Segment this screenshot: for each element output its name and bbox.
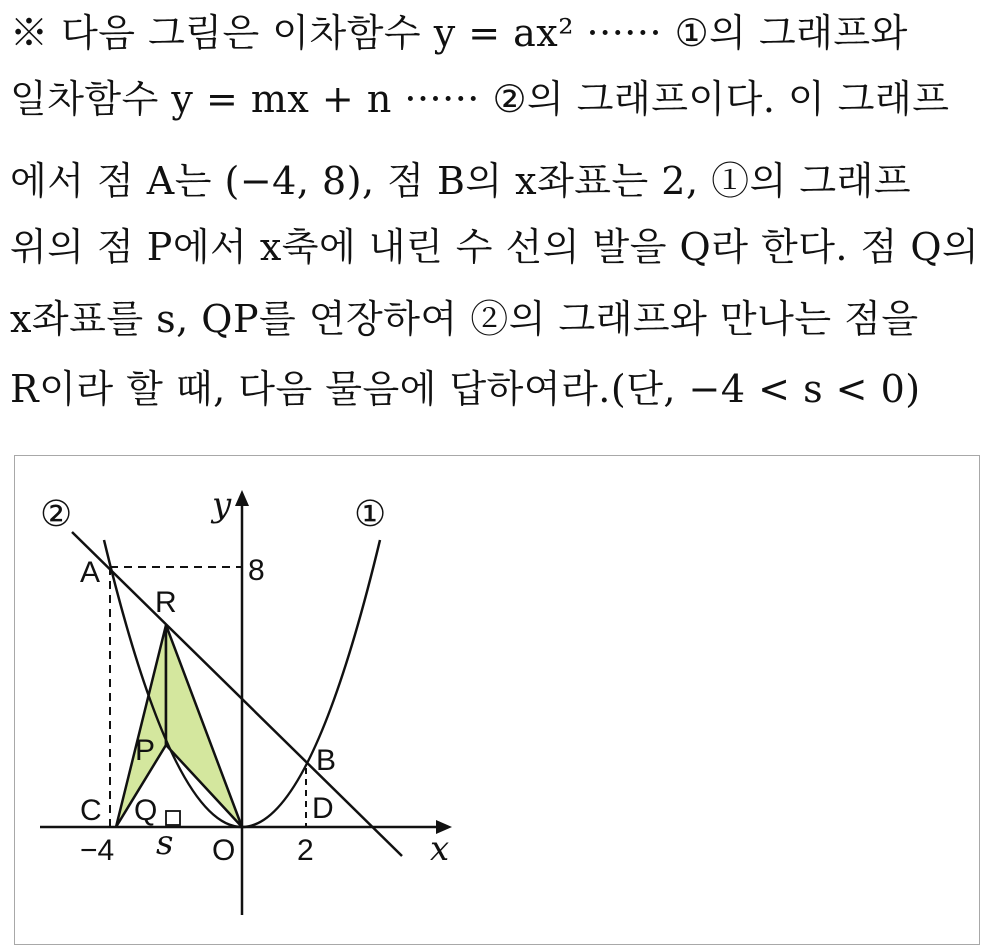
x-axis-label: x — [430, 829, 450, 869]
point-d-label: D — [312, 792, 334, 825]
problem-line-2: 일차함수 y = mx + n ······ ②의 그래프이다. 이 그래프 — [10, 77, 950, 121]
problem-line-5: x좌표를 s, QP를 연장하여 ②의 그래프와 만나는 점을 — [10, 297, 919, 341]
origin-o-label: O — [212, 834, 236, 867]
point-b-label: B — [316, 744, 337, 777]
y-axis-label: y — [212, 485, 232, 525]
problem-line-6: R이라 할 때, 다음 물음에 답하여라.(단, −4 < s < 0) — [10, 367, 921, 411]
problem-line-1: ※ 다음 그림은 이차함수 y = ax² ······ ①의 그래프와 — [10, 11, 908, 55]
problem-line-4: 위의 점 P에서 x축에 내린 수 선의 발을 Q라 한다. 점 Q의 — [10, 225, 980, 269]
point-q-label: Q — [134, 794, 158, 827]
graph-2-label: ② — [40, 494, 73, 535]
tick-s-label: s — [156, 823, 174, 863]
graph-1-label: ① — [354, 494, 387, 535]
point-a-label: A — [80, 556, 101, 589]
shaded-triangle-right — [166, 625, 242, 827]
point-r-label: R — [155, 586, 177, 619]
tick-2-label: 2 — [297, 834, 314, 867]
point-c-label: C — [80, 794, 102, 827]
tick-minus-4-label: −4 — [80, 834, 115, 867]
tick-8-label: 8 — [248, 554, 265, 587]
y-axis-arrow-icon — [235, 490, 249, 506]
problem-line-3: 에서 점 A는 (−4, 8), 점 B의 x좌표는 2, ①의 그래프 — [10, 159, 912, 203]
point-p-label: P — [135, 734, 156, 767]
